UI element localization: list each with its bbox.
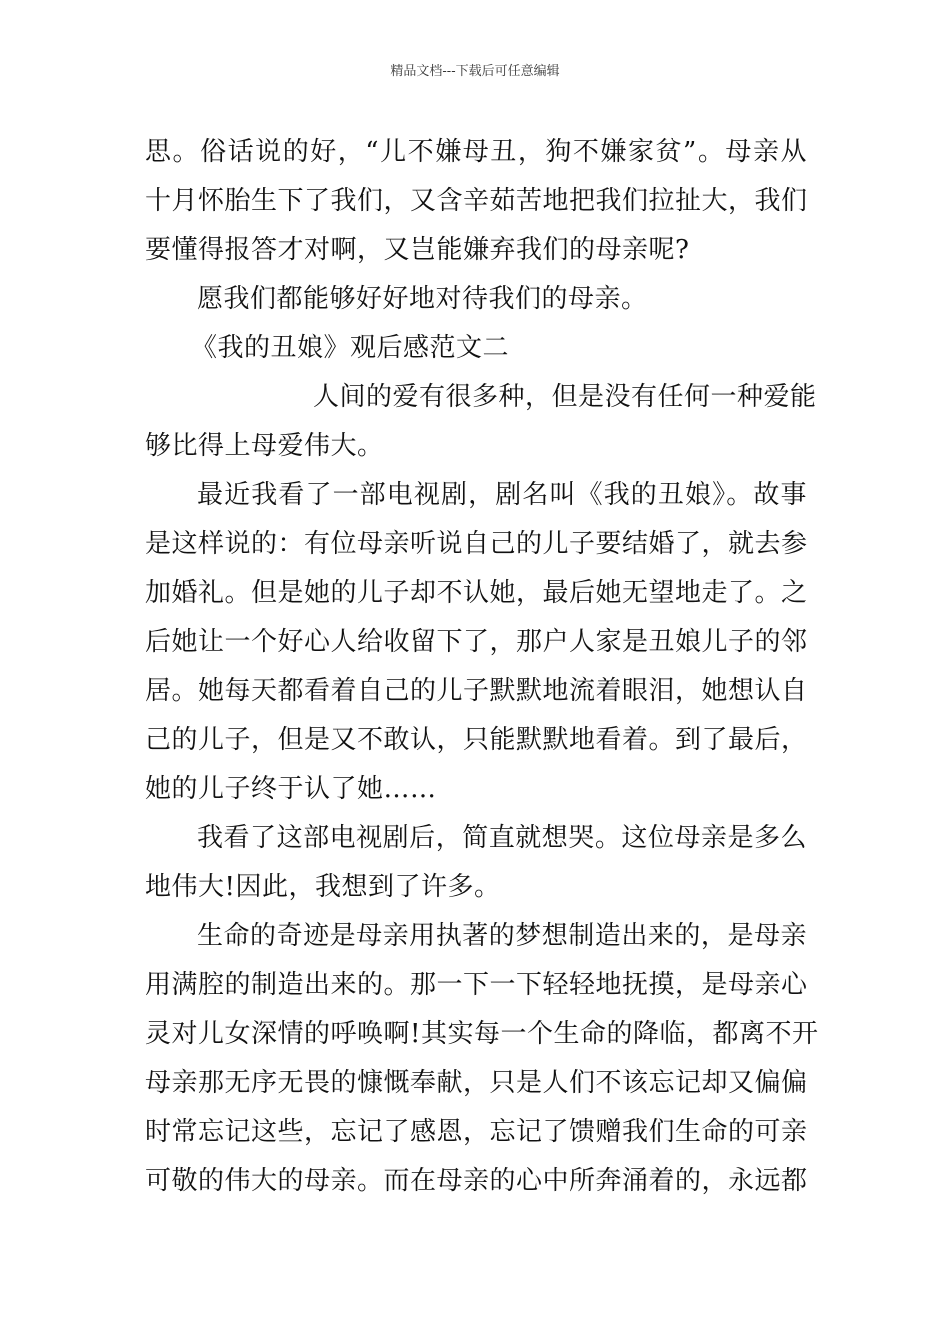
document-body — [145, 128, 819, 1206]
text-line: 加婚礼。但是她的儿子却不认她，最后她无望地走了。之 — [145, 578, 808, 608]
text-line: 可敬的伟大的母亲。而在母亲的心中所奔涌着的，永远都 — [145, 1166, 808, 1196]
paragraph-line: 生命的奇迹是母亲用执著的梦想制造出来的，是母亲 — [197, 921, 807, 951]
section-title: 《我的丑娘》观后感范文二 — [191, 333, 510, 363]
text-line: 思。俗话说的好，“儿不嫌母丑，狗不嫌家贫”。母亲从 — [145, 137, 807, 167]
text-line: 母亲那无序无畏的慷慨奉献，只是人们不该忘记却又偏偏 — [145, 1068, 808, 1098]
paragraph-line: 愿我们都能够好好地对待我们的母亲。 — [197, 284, 648, 314]
text-line: 用满腔的制造出来的。那一下一下轻轻地抚摸，是母亲心 — [145, 970, 808, 1000]
text-line: 灵对儿女深情的呼唤啊!其实每一个生命的降临，都离不开 — [145, 1019, 819, 1049]
text-line: 要懂得报答才对啊，又岂能嫌弃我们的母亲呢? — [145, 235, 690, 265]
text-line: 她的儿子终于认了她…… — [145, 774, 437, 804]
text-line: 十月怀胎生下了我们，又含辛茹苦地把我们拉扯大，我们 — [145, 186, 808, 216]
page-header: 精品文档---下载后可任意编辑 — [390, 64, 560, 79]
text-line: 够比得上母爱伟大。 — [145, 431, 384, 461]
text-line: 己的儿子，但是又不敢认，只能默默地看着。到了最后， — [145, 725, 808, 755]
text-line: 地伟大!因此，我想到了许多。 — [145, 872, 501, 902]
text-line: 是这样说的：有位母亲听说自己的儿子要结婚了，就去参 — [145, 529, 808, 559]
text-line: 居。她每天都看着自己的儿子默默地流着眼泪，她想认自 — [145, 676, 808, 706]
text-line: 后她让一个好心人给收留下了，那户人家是丑娘儿子的邻 — [145, 627, 808, 657]
text-line: 时常忘记这些，忘记了感恩，忘记了馈赠我们生命的可亲 — [145, 1117, 808, 1147]
paragraph-line: 最近我看了一部电视剧，剧名叫《我的丑娘》。故事 — [197, 480, 807, 510]
paragraph-line: 我看了这部电视剧后，简直就想哭。这位母亲是多么 — [197, 823, 807, 853]
paragraph-line: 人间的爱有很多种，但是没有任何一种爱能 — [313, 382, 817, 412]
